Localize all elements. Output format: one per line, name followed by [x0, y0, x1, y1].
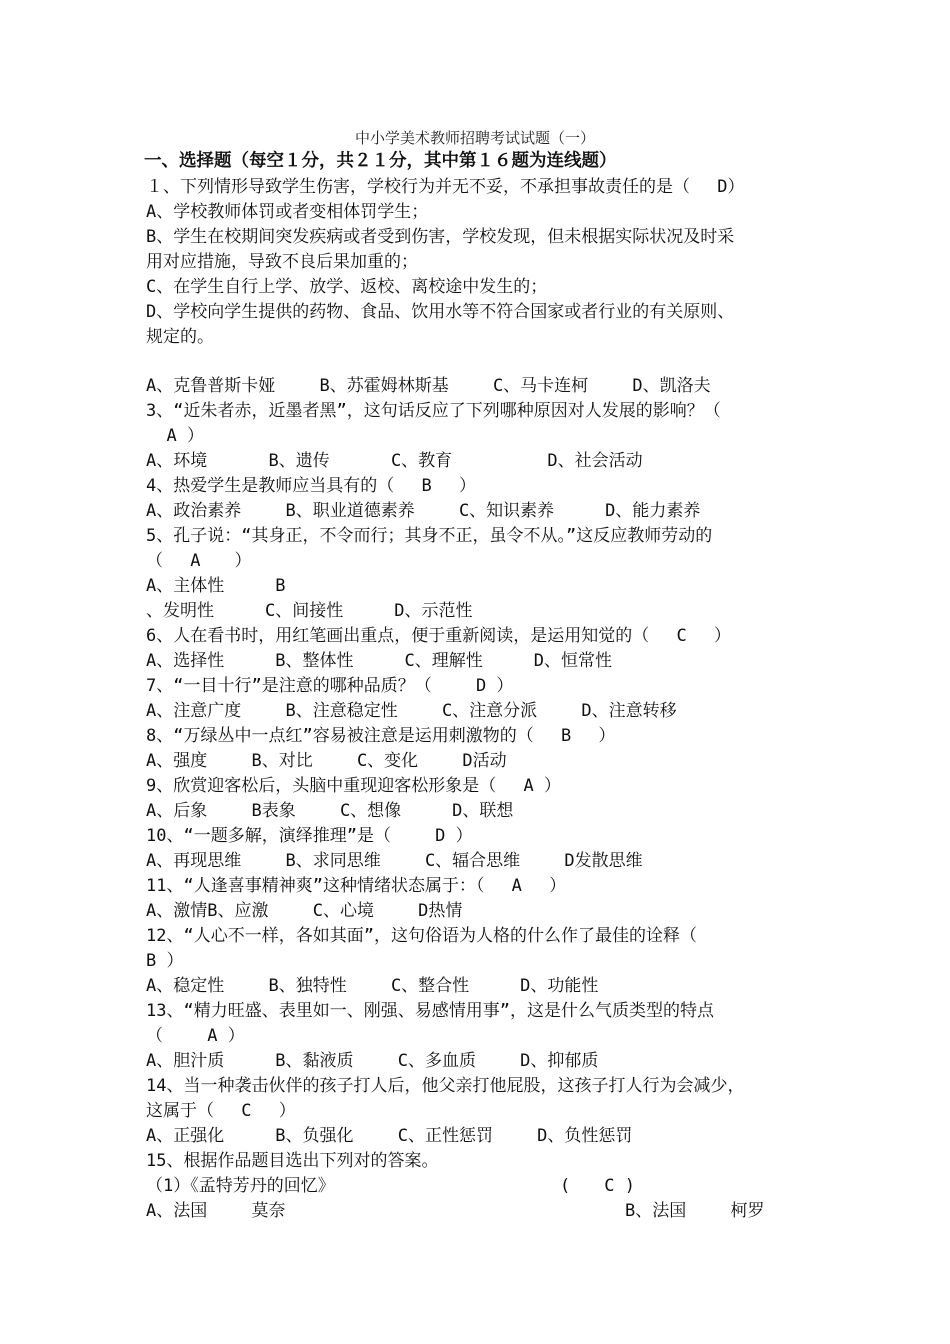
question-line: 12、“人心不一样，各如其面”，这句俗语为人格的什么作了最佳的诠释（ — [146, 926, 697, 946]
question-line: A、主体性 B — [146, 576, 286, 596]
section-heading: 一、选择题（每空１分，共２１分，其中第１６题为连线题） — [144, 151, 617, 171]
question-line: 4、热爱学生是教师应当具有的（ B ） — [146, 476, 476, 496]
question-line: D、学校向学生提供的药物、食品、饮用水等不符合国家或者行业的有关原则、 — [146, 302, 735, 322]
question-line: 15、根据作品题目选出下列对的答案。 — [146, 1151, 439, 1171]
question-line: 6、人在看书时，用红笔画出重点，便于重新阅读，是运用知觉的（ C ） — [146, 626, 731, 646]
question-line: A、再现思维 B、求同思维 C、辐合思维 D发散思维 — [146, 851, 643, 871]
question-line: A、稳定性 B、独特性 C、整合性 D、功能性 — [146, 976, 599, 996]
question-line: 11、“人逢喜事精神爽”这种情绪状态属于：（ A ） — [146, 876, 567, 896]
question-line: A、法国 莫奈 — [146, 1201, 286, 1221]
question-line: 用对应措施，导致不良后果加重的； — [146, 252, 418, 272]
question-line: 10、“一题多解，演绎推理”是（ D ） — [146, 826, 473, 846]
question-line: 3、“近朱者赤，近墨者黑”，这句话反应了下列哪种原因对人发展的影响？（ — [146, 401, 721, 421]
question-line: （ A ） — [146, 551, 252, 571]
question-line: A、学校教师体罚或者变相体罚学生； — [146, 202, 429, 222]
question-line: 规定的。 — [146, 327, 214, 347]
question-line: A ） — [146, 426, 204, 446]
question-line: 7、“一目十行”是注意的哪种品质？（ D ） — [146, 676, 514, 696]
answer-bracket: ( C ) — [560, 1176, 635, 1196]
question-line: C、在学生自行上学、放学、返校、离校途中发生的； — [146, 277, 548, 297]
question-line: A、正强化 B、负强化 C、正性惩罚 D、负性惩罚 — [146, 1126, 633, 1146]
question-line: 、发明性 C、间接性 D、示范性 — [146, 601, 473, 621]
question-line: A、政治素养 B、职业道德素养 C、知识素养 D、能力素养 — [146, 501, 701, 521]
question-line: 5、孔子说：“其身正，不令而行；其身不正，虽令不从。”这反应教师劳动的 — [146, 526, 713, 546]
question-line: A、选择性 B、整体性 C、理解性 D、恒常性 — [146, 651, 612, 671]
question-line: A、环境 B、遗传 C、教育 D、社会活动 — [146, 451, 643, 471]
question-line: A、克鲁普斯卡娅 B、苏霍姆林斯基 C、马卡连柯 D、凯洛夫 — [146, 376, 711, 396]
question-line: A、强度 B、对比 C、变化 D活动 — [146, 751, 507, 771]
question-line: A、激情B、应激 C、心境 D热情 — [146, 901, 463, 921]
question-line: A、后象 B表象 C、想像 D、联想 — [146, 801, 514, 821]
question-line: （ A ） — [146, 1026, 245, 1046]
question-line: B、学生在校期间突发疾病或者受到伤害，学校发现，但未根据实际状况及时采 — [146, 227, 735, 247]
page-title: 中小学美术教师招聘考试试题（一） — [354, 129, 595, 147]
question-line: 这属于（ C ） — [146, 1101, 296, 1121]
question-line: 13、“精力旺盛、表里如一、刚强、易感情用事”，这是什么气质类型的特点 — [146, 1001, 714, 1021]
question-line: 8、“万绿丛中一点红”容易被注意是运用刺激物的（ B ） — [146, 726, 616, 746]
question-line: １、下列情形导致学生伤害，学校行为并无不妥，不承担事故责任的是（ D） — [146, 177, 745, 197]
question-line: A、注意广度 B、注意稳定性 C、注意分派 D、注意转移 — [146, 701, 677, 721]
question-line: 9、欣赏迎客松后，头脑中重现迎客松形象是（ A ） — [146, 776, 561, 796]
question-line: 14、当一种袭击伙伴的孩子打人后，他父亲打他屁股，这孩子打人行为会减少， — [146, 1076, 745, 1096]
question-line: A、胆汁质 B、黏液质 C、多血质 D、抑郁质 — [146, 1051, 599, 1071]
question-line: （1）《孟特芳丹的回忆》 — [146, 1176, 335, 1196]
option-b: B、法国 柯罗 — [625, 1201, 765, 1221]
question-line: B ） — [146, 951, 184, 971]
